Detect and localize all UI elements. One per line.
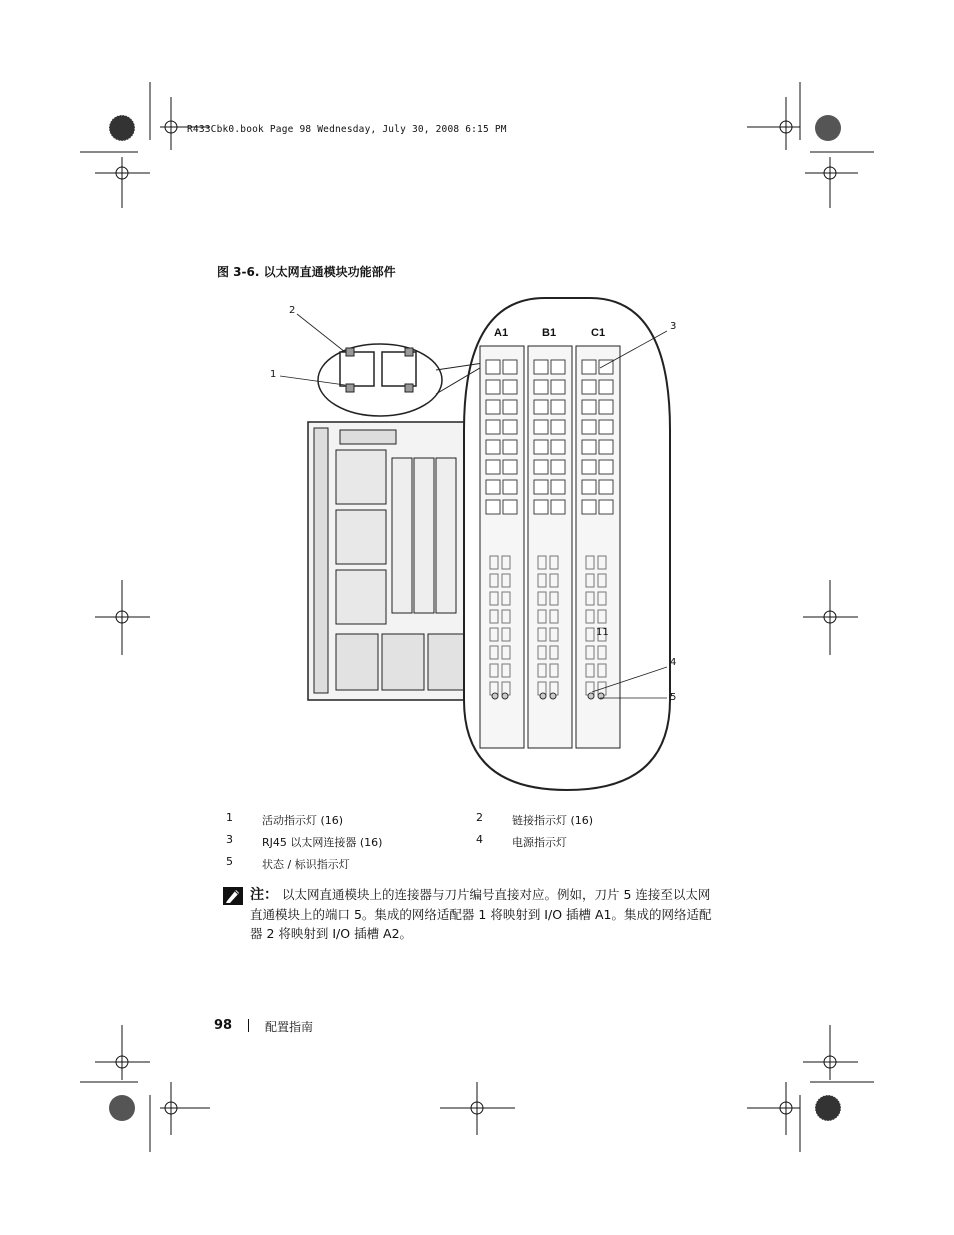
note-paragraph	[250, 885, 720, 943]
legend-num-5: 5	[226, 855, 233, 868]
note-body: 以太网直通模块上的连接器与刀片编号直接对应。例如，刀片 5 连接至以太网直通模块上的端口 5。集成的网络适配器 1 将映射到 I/O 插槽 A1。集成的网络适配器 2 将映射到 I/O 插槽 A2。	[250, 887, 712, 941]
callout-1: 1	[270, 369, 277, 380]
slot-label-a1: A1	[494, 327, 509, 339]
figure-title: 图 3-6. 以太网直通模块功能部件	[217, 265, 396, 279]
note-label: 注：	[250, 887, 278, 903]
legend-text-5: 状态 / 标识指示灯	[262, 858, 350, 871]
legend-text-3: RJ45 以太网连接器 (16)	[262, 836, 383, 849]
callout-3: 3	[670, 321, 677, 332]
legend-num-3: 3	[226, 833, 233, 846]
legend-text-2: 链接指示灯 (16)	[512, 814, 594, 827]
slot-label-b1: B1	[542, 327, 557, 339]
print-header: R433Cbk0.book Page 98 Wednesday, July 30, 2008 6:15 PM	[187, 124, 507, 135]
section-title: 配置指南	[265, 1020, 314, 1034]
legend-num-4: 4	[476, 833, 483, 846]
callout-2: 2	[289, 305, 296, 316]
pencil-note-icon	[222, 886, 244, 906]
legend-text-1: 活动指示灯 (16)	[262, 814, 344, 827]
port-number-label: 11	[596, 627, 609, 638]
legend-num-2: 2	[476, 811, 483, 824]
callout-4: 4	[670, 657, 677, 668]
page-number: 98	[214, 1018, 233, 1033]
legend-text-4: 电源指示灯	[512, 836, 567, 849]
footer-divider	[248, 1019, 249, 1032]
slot-label-c1: C1	[591, 327, 606, 339]
callout-5: 5	[670, 692, 677, 703]
legend-num-1: 1	[226, 811, 233, 824]
